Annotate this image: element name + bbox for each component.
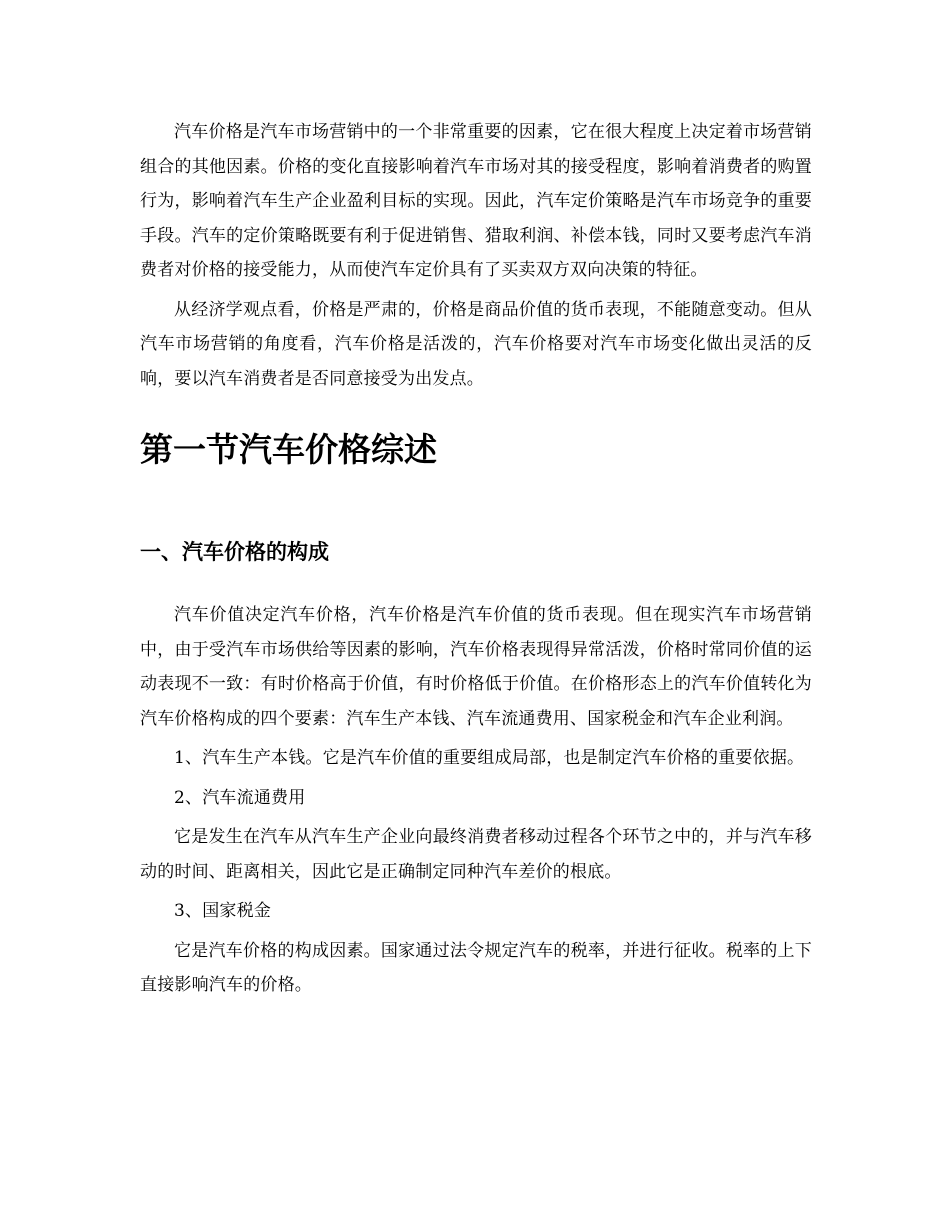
intro-paragraph-1: 汽车价格是汽车市场营销中的一个非常重要的因素，它在很大程度上决定着市场营销组合的其他因素。价格的变化直接影响着汽车市场对其的接受程度，影响着消费者的购置行为，影响着汽车生产企业盈利目标的实现。因此，汽车定价策略是汽车市场竞争的重要手段。汽车的定价策略既要有利于促进销售、猎取利润、补偿本钱，同时又要考虑汽车消费者对价格的接受能力，从而使汽车定价具有了买卖双方双向决策的特征。: [140, 122, 812, 280]
document-page: [140, 115, 812, 1003]
subsection-paragraph-1: 汽车价值决定汽车价格，汽车价格是汽车价值的货币表现。但在现实汽车市场营销中，由于受汽车市场供给等因素的影响，汽车价格表现得异常活泼，价格时常同价值的运动表现不一致：有时价格高于价值，有时价格低于价值。在价格形态上的汽车价值转化为汽车价格构成的四个要素：汽车生产本钱、汽车流通费用、国家税金和汽车企业利润。: [140, 605, 812, 729]
list-item-state-tax-body: 它是汽车价格的构成因素。国家通过法令规定汽车的税率，并进行征收。税率的上下直接影响汽车的价格。: [140, 940, 812, 995]
list-item-production-cost: 1、汽车生产本钱。它是汽车价值的重要组成局部，也是制定汽车价格的重要依据。: [174, 748, 805, 768]
list-item-distribution-cost-body: 它是发生在汽车从汽车生产企业向最终消费者移动过程各个环节之中的，并与汽车移动的时间、距离相关，因此它是正确制定同种汽车差价的根底。: [140, 827, 812, 882]
section-heading: 第一节汽车价格综述: [140, 430, 437, 469]
subsection-heading: 一、汽车价格的构成: [140, 540, 329, 564]
subsection-body: [140, 598, 812, 1003]
list-item-state-tax-title: 3、国家税金: [174, 901, 272, 921]
list-item-distribution-cost-title: 2、汽车流通费用: [174, 787, 306, 808]
intro-paragraph-2: 从经济学观点看，价格是严肃的，价格是商品价值的货币表现，不能随意变动。但从汽车市场营销的角度看，汽车价格是活泼的，汽车价格要对汽车市场变化做出灵活的反响，要以汽车消费者是否同意接受为出发点。: [140, 299, 812, 389]
